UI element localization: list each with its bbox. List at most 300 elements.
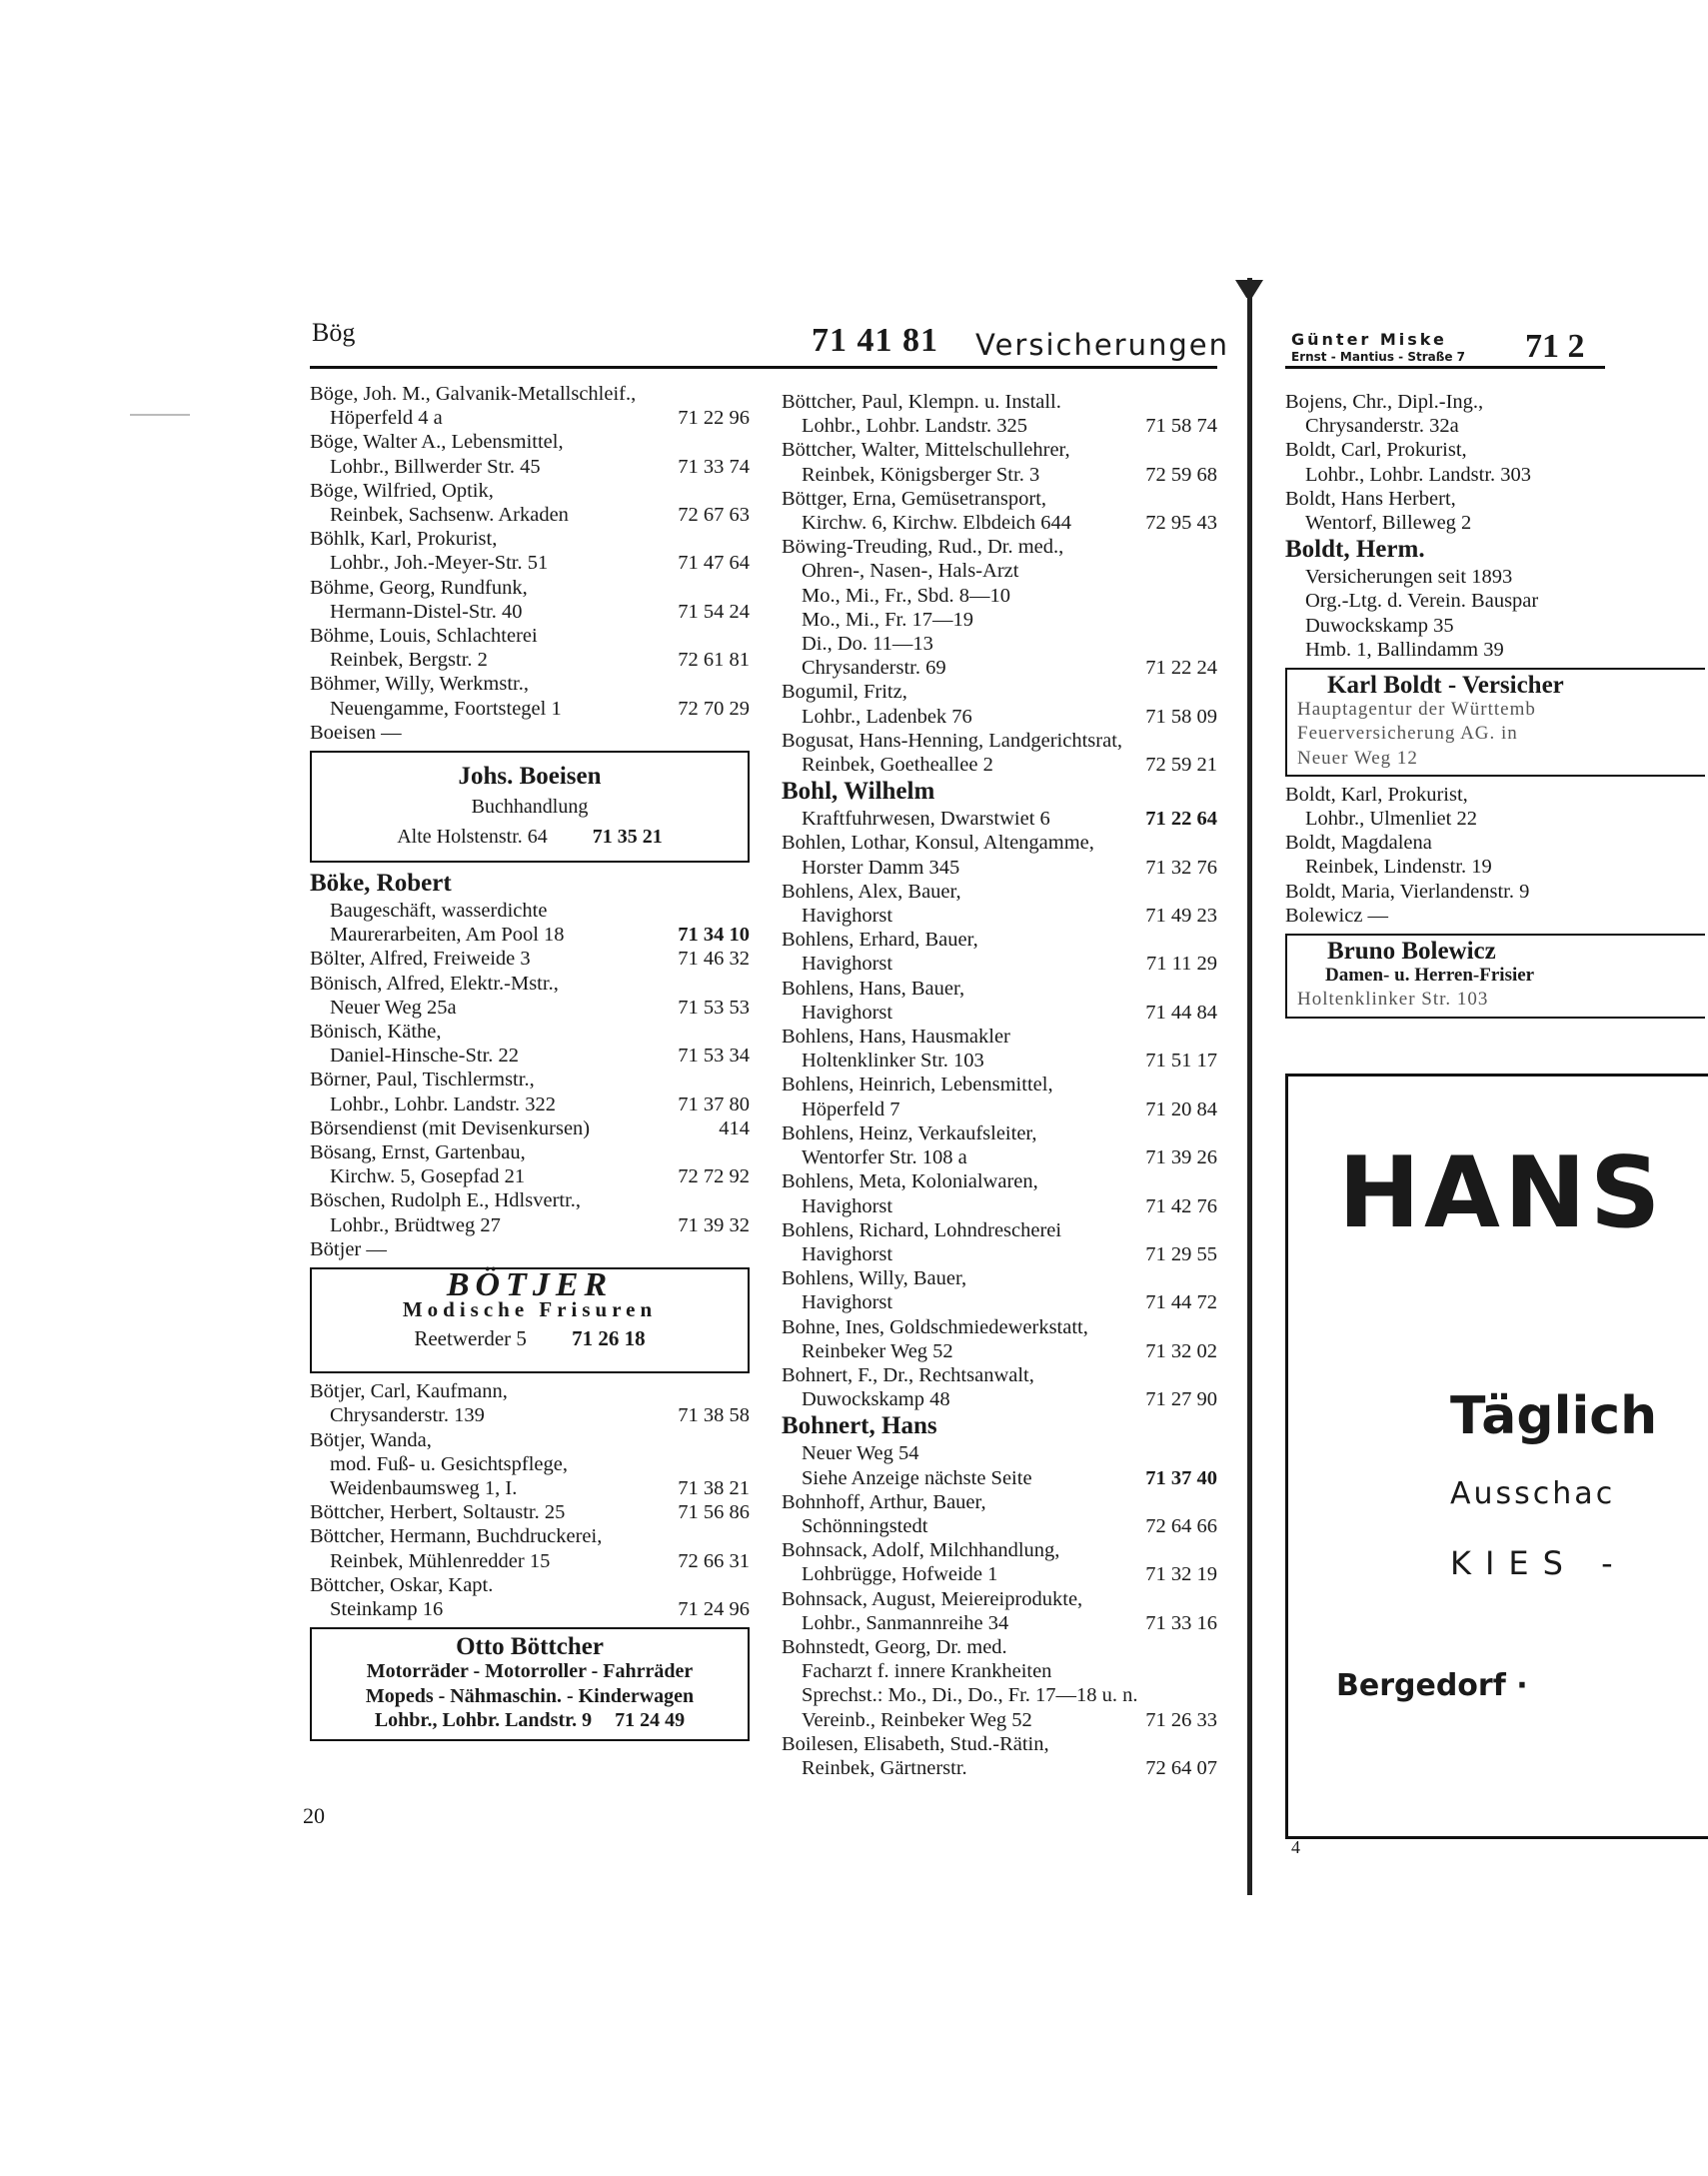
entry-detail [782, 856, 1217, 880]
entry-phone: 71 22 64 [1145, 808, 1217, 831]
entry-text: Weidenbaumsweg 1, I. [330, 1476, 518, 1499]
entries-group-2 [310, 869, 750, 1261]
entry-detail [782, 904, 1217, 928]
directory-entry [310, 1524, 750, 1572]
entry-name: Böge, Walter A., Lebensmittel, [310, 431, 564, 454]
entry-name: Boeisen — [310, 721, 402, 744]
entry-detail [782, 1514, 1217, 1538]
directory-entry [310, 527, 750, 575]
entry-name: Böhme, Louis, Schlachterei [310, 625, 538, 648]
directory-entry [310, 1188, 750, 1236]
entry-text: Reinbek, Mühlenredder 15 [330, 1549, 551, 1572]
entry-name: Böge, Joh. M., Galvanik-Metallschleif., [310, 383, 637, 405]
entry-phone: 72 70 29 [678, 697, 750, 720]
facing-entries-1 [1285, 390, 1705, 662]
facing-header-rule [1285, 366, 1605, 369]
directory-entry [782, 831, 1217, 879]
entry-detail [310, 1092, 750, 1116]
entry-name: Bönisch, Käthe, [310, 1021, 442, 1044]
entry-name: Boldt, Carl, Prokurist, [1285, 439, 1467, 462]
directory-entry [310, 1140, 750, 1188]
entry-name: Bohlens, Heinz, Verkaufsleiter, [782, 1121, 1037, 1144]
ad-hans-line-4: Bergedorf · [1336, 1668, 1528, 1703]
directory-entry [782, 535, 1217, 680]
entry-detail: Wentorf, Billeweg 2 [1305, 512, 1472, 535]
entry-detail [310, 503, 750, 527]
entry-name: Böhmer, Willy, Werkmstr., [310, 673, 529, 696]
directory-entry [310, 1116, 750, 1140]
directory-entry [310, 1020, 750, 1068]
entry-text: Havighorst [802, 905, 893, 928]
entry-phone: 71 56 86 [678, 1501, 750, 1524]
entry-name: Bohnert, Hans [782, 1412, 937, 1440]
entry-text: Börsendienst (mit Devisenkursen) [310, 1116, 591, 1139]
entry-detail [782, 1194, 1217, 1218]
entry-name: Böttcher, Oskar, Kapt. [310, 1573, 494, 1596]
entry-detail [782, 1339, 1217, 1363]
entry-name: Bojens, Chr., Dipl.-Ing., [1285, 391, 1484, 413]
entry-text: Vereinb., Reinbeker Weg 52 [802, 1708, 1032, 1731]
entry-detail [782, 1242, 1217, 1266]
entry-text: Reinbek, Gärtnerstr. [802, 1756, 967, 1779]
entry-detail [310, 1213, 750, 1237]
entries-group-3 [310, 1379, 750, 1621]
entry-name: Bohlens, Willy, Bauer, [782, 1267, 967, 1290]
entry-detail: Chrysanderstr. 32a [1305, 415, 1459, 438]
entry-text: Havighorst [802, 1194, 893, 1217]
middle-column [782, 390, 1217, 1780]
directory-entry [782, 438, 1217, 486]
entry-name: Bötjer — [310, 1237, 387, 1260]
directory-entry [782, 777, 1217, 831]
entry-name: Boldt, Herm. [1285, 536, 1425, 564]
ad-boettcher [310, 1627, 750, 1741]
entry-name: Boilesen, Elisabeth, Stud.-Rätin, [782, 1732, 1049, 1755]
entry-phone: 71 58 74 [1145, 415, 1217, 438]
entry-detail [310, 455, 750, 479]
entry-detail [782, 1562, 1217, 1586]
entry-name: Boldt, Magdalena [1285, 832, 1432, 855]
entry-detail [782, 1466, 1217, 1490]
entry-name: Boldt, Karl, Prokurist, [1285, 783, 1468, 806]
ad-title: Bruno Bolewicz [1327, 938, 1496, 966]
directory-entry [782, 1363, 1217, 1411]
entry-detail: Reinbek, Lindenstr. 19 [1305, 856, 1492, 879]
entry-text: Lohbrügge, Hofweide 1 [802, 1563, 998, 1586]
entry-phone: 71 24 96 [678, 1597, 750, 1620]
entry-name: Böttger, Erna, Gemüsetransport, [782, 487, 1047, 510]
entry-name: Bohlens, Heinrich, Lebensmittel, [782, 1074, 1053, 1096]
entry-phone: 414 [719, 1116, 750, 1139]
entry-phone: 71 34 10 [678, 924, 750, 947]
entry-text: Reinbek, Königsberger Str. 3 [802, 463, 1040, 486]
directory-entry [310, 672, 750, 720]
directory-entry [782, 1121, 1217, 1169]
entry-phone: 72 59 21 [1145, 754, 1217, 777]
entry-detail: Org.-Ltg. d. Verein. Bauspar [1305, 590, 1539, 613]
directory-entry [782, 390, 1217, 438]
entry-detail [782, 1145, 1217, 1169]
directory-entry [310, 382, 750, 430]
ad-address-line [312, 1708, 748, 1732]
entry-detail [310, 1044, 750, 1068]
directory-entry [310, 869, 750, 947]
ad-address: Neuer Weg 12 [1297, 747, 1418, 769]
entry-text: Siehe Anzeige nächste Seite [802, 1466, 1032, 1489]
directory-entry [782, 729, 1217, 777]
directory-entry [310, 1379, 750, 1427]
entry-text: Havighorst [802, 953, 893, 976]
entry-text: Hermann-Distel-Str. 40 [330, 600, 523, 623]
entry-text: Daniel-Hinsche-Str. 22 [330, 1045, 520, 1068]
entry-phone: 71 44 84 [1145, 1001, 1217, 1024]
entry-detail: Lohbr., Lohbr. Landstr. 303 [1305, 463, 1532, 486]
directory-entry [310, 972, 750, 1020]
ad-line-2: Mopeds - Nähmaschin. - Kinderwagen [365, 1684, 695, 1707]
entry-detail: Duwockskamp 35 [1305, 614, 1454, 637]
facing-header-number: 71 2 [1525, 328, 1585, 365]
entry-phone: 71 53 34 [678, 1045, 750, 1068]
entry-phone: 71 32 19 [1145, 1563, 1217, 1586]
entry-detail [782, 807, 1217, 831]
entry-phone: 72 67 63 [678, 504, 750, 527]
facing-page-number: 4 [1291, 1837, 1300, 1857]
entry-detail [310, 1476, 750, 1500]
entry-name: Bohnert, F., Dr., Rechtsanwalt, [782, 1363, 1034, 1386]
entry-text: Böttcher, Herbert, Soltaustr. 25 [310, 1501, 566, 1524]
entry-detail [310, 648, 750, 672]
entry-detail [310, 551, 750, 575]
facing-page [1285, 0, 1665, 2176]
entry-text: Reinbek, Goetheallee 2 [802, 754, 993, 777]
entry-name: Bohl, Wilhelm [782, 778, 935, 806]
directory-entry [782, 1490, 1217, 1538]
entry-detail [782, 463, 1217, 487]
ad-trade: Buchhandlung [471, 796, 589, 819]
ad-hans-line-2: Ausschac [1450, 1476, 1616, 1511]
entry-name: Bösang, Ernst, Gartenbau, [310, 1141, 526, 1164]
entry-name: Böge, Wilfried, Optik, [310, 479, 494, 502]
entry-text: Lohbr., Lohbr. Landstr. 322 [330, 1092, 557, 1115]
entry-name: Bötjer, Wanda, [310, 1428, 432, 1451]
entry-detail: Mo., Mi., Fr., Sbd. 8—10 [802, 584, 1011, 607]
entry-text: Neuer Weg 25a [330, 996, 457, 1019]
ad-hans-title: HANS [1338, 1136, 1665, 1250]
entry-name: Bohlens, Richard, Lohndrescherei [782, 1218, 1062, 1241]
entry-phone: 71 39 32 [678, 1213, 750, 1236]
entry-detail [782, 1001, 1217, 1025]
entry-detail [782, 1387, 1217, 1411]
directory-entry [782, 880, 1217, 928]
entry-detail: mod. Fuß- u. Gesichtspflege, [330, 1452, 568, 1475]
directory-entry [310, 1068, 750, 1115]
header-rule [310, 366, 1217, 369]
entry-detail: Mo., Mi., Fr. 17—19 [802, 608, 973, 631]
entry-phone: 72 64 66 [1145, 1514, 1217, 1537]
entry-name: Böhme, Georg, Rundfunk, [310, 576, 528, 599]
entry-detail [310, 1549, 750, 1573]
directory-entry [782, 1169, 1217, 1217]
entry-detail [782, 952, 1217, 976]
ad-address: Reetwerder 5 [414, 1325, 527, 1350]
ad-hans-line-3: KIES - [1450, 1544, 1627, 1582]
header-category: Versicherungen [975, 328, 1229, 362]
entry-name: Böttcher, Paul, Klempn. u. Install. [782, 391, 1061, 413]
entry-text: Lohbr., Lohbr. Landstr. 325 [802, 415, 1028, 438]
entry-detail [782, 414, 1217, 438]
directory-entry [310, 576, 750, 624]
entry-phone: 71 58 09 [1145, 705, 1217, 728]
entry-text: Duwockskamp 48 [802, 1388, 950, 1411]
directory-entry [310, 430, 750, 478]
entry-name [310, 1500, 750, 1524]
entry-text: Lohbr., Joh.-Meyer-Str. 51 [330, 552, 549, 575]
entry-detail: Neuer Weg 54 [802, 1442, 919, 1465]
entry-name: Böke, Robert [310, 870, 452, 898]
entry-phone: 71 42 76 [1145, 1194, 1217, 1217]
ad-boetjer [310, 1267, 750, 1373]
ad-phone: 71 24 49 [615, 1708, 686, 1731]
entry-detail: Sprechst.: Mo., Di., Do., Fr. 17—18 u. n. [802, 1684, 1138, 1707]
facing-header-address: Ernst - Mantius - Straße 7 [1291, 350, 1466, 364]
directory-entry [310, 1428, 750, 1501]
entry-phone: 71 37 40 [1145, 1466, 1217, 1489]
directory-entry [782, 487, 1217, 535]
entry-phone: 71 53 53 [678, 996, 750, 1019]
entry-detail [310, 996, 750, 1020]
directory-entry [782, 928, 1217, 976]
entry-name: Bohlens, Hans, Hausmakler [782, 1026, 1010, 1049]
entry-text: Schönningstedt [802, 1514, 928, 1537]
directory-entry [310, 1573, 750, 1621]
header-phone-number: 71 41 81 [812, 322, 938, 359]
page-number: 20 [303, 1803, 325, 1828]
entry-text: Lohbr., Billwerder Str. 45 [330, 455, 541, 478]
entry-detail: Baugeschäft, wasserdichte [330, 900, 548, 923]
ad-title: BÖTJER [446, 1266, 614, 1304]
entry-detail [310, 406, 750, 430]
entry-name: Bohlens, Meta, Kolonialwaren, [782, 1170, 1038, 1193]
directory-entry [782, 1266, 1217, 1314]
ad-address: Holtenklinker Str. 103 [1297, 989, 1489, 1011]
entry-text: Chrysanderstr. 139 [330, 1404, 485, 1427]
directory-entry [782, 1025, 1217, 1073]
entry-text: Havighorst [802, 1001, 893, 1024]
entry-name: Bohnsack, August, Meiereiprodukte, [782, 1587, 1083, 1610]
entry-text: Kirchw. 6, Kirchw. Elbdeich 644 [802, 512, 1072, 535]
entry-detail [782, 753, 1217, 777]
entry-detail [782, 511, 1217, 535]
entry-phone: 71 22 96 [678, 407, 750, 430]
ad-phone: 71 26 18 [572, 1325, 646, 1350]
entry-detail [782, 1708, 1217, 1732]
entry-phone: 72 66 31 [678, 1549, 750, 1572]
entry-phone: 71 44 72 [1145, 1291, 1217, 1314]
ad-bruno-bolewicz [1285, 934, 1705, 1019]
entry-text: Höperfeld 7 [802, 1097, 900, 1120]
entry-phone: 71 38 21 [678, 1476, 750, 1499]
entry-name: Bohlen, Lothar, Konsul, Altengamme, [782, 832, 1094, 855]
ad-phone: 71 35 21 [592, 826, 663, 849]
entry-phone: 71 46 32 [678, 948, 750, 971]
scan-mark [130, 414, 190, 416]
ad-line-2: Feuerversicherung AG. in [1297, 723, 1518, 745]
entry-name: Bohlens, Erhard, Bauer, [782, 929, 978, 952]
entry-detail: Lohbr., Ulmenliet 22 [1305, 808, 1477, 831]
ad-address-line [312, 1326, 748, 1350]
entry-name: Böwing-Treuding, Rud., Dr. med., [782, 536, 1064, 559]
ad-title: Otto Böttcher [456, 1633, 604, 1661]
entry-detail [782, 1290, 1217, 1314]
entry-name: Böhlk, Karl, Prokurist, [310, 528, 498, 551]
entry-phone: 71 54 24 [678, 600, 750, 623]
ad-hans [1285, 1074, 1708, 1839]
entry-detail [782, 1097, 1217, 1121]
entry-detail [782, 1049, 1217, 1073]
entry-phone: 72 72 92 [678, 1165, 750, 1188]
entry-name: Böttcher, Walter, Mittelschullehrer, [782, 439, 1070, 462]
directory-entry [782, 680, 1217, 728]
entry-phone: 72 95 43 [1145, 512, 1217, 535]
ad-hans-line-1: Täglich [1450, 1386, 1658, 1446]
entry-phone: 71 11 29 [1146, 953, 1217, 976]
entry-phone: 71 49 23 [1145, 905, 1217, 928]
ad-title: Karl Boldt - Versicher [1327, 672, 1564, 700]
entry-text: Bölter, Alfred, Freiweide 3 [310, 948, 531, 971]
entry-name: Boldt, Maria, Vierlandenstr. 9 [1285, 880, 1530, 903]
entry-detail [310, 1164, 750, 1188]
entry-detail [782, 1611, 1217, 1635]
facing-header-name: Günter Miske [1291, 330, 1447, 349]
entries-group-4 [782, 390, 1217, 1780]
entry-text: Kirchw. 5, Gosepfad 21 [330, 1165, 526, 1188]
entry-text: Steinkamp 16 [330, 1597, 444, 1620]
entry-name: Bönisch, Alfred, Elektr.-Mstr., [310, 972, 559, 995]
entry-text: Wentorfer Str. 108 a [802, 1146, 967, 1169]
ad-address-line [312, 825, 748, 849]
left-column [310, 382, 750, 1747]
ad-address: Alte Holstenstr. 64 [397, 826, 548, 849]
directory-entry [310, 624, 750, 672]
entry-detail [782, 656, 1217, 680]
entry-name [310, 947, 750, 971]
entry-detail [310, 1597, 750, 1621]
ad-trade: Modische Frisuren [402, 1297, 658, 1322]
entry-text: Reinbeker Weg 52 [802, 1339, 953, 1362]
ad-boeisen [310, 751, 750, 863]
entry-phone: 71 37 80 [678, 1092, 750, 1115]
directory-entry [782, 1587, 1217, 1635]
directory-entry [310, 947, 750, 971]
directory-entry [782, 1073, 1217, 1120]
entry-phone: 71 39 26 [1145, 1146, 1217, 1169]
ad-line-1: Motorräder - Motorroller - Fahrräder [366, 1660, 694, 1683]
entry-name: Bogusat, Hans-Henning, Landgerichtsrat, [782, 729, 1123, 752]
entry-name [310, 1116, 750, 1140]
entry-detail [782, 705, 1217, 729]
entry-name: Börner, Paul, Tischlermstr., [310, 1069, 535, 1091]
entry-name: Bohne, Ines, Goldschmiedewerkstatt, [782, 1315, 1088, 1338]
entry-detail: Versicherungen seit 1893 [1305, 566, 1513, 589]
entry-name: Bolewicz — [1285, 904, 1389, 927]
entry-detail: Ohren-, Nasen-, Hals-Arzt [802, 560, 1019, 583]
entry-detail: Di., Do. 11—13 [802, 633, 933, 656]
entry-name: Bohlens, Hans, Bauer, [782, 977, 965, 1000]
entry-detail: Facharzt f. innere Krankheiten [802, 1660, 1052, 1683]
entry-text: Chrysanderstr. 69 [802, 657, 946, 680]
page-gutter [1247, 278, 1252, 1895]
entry-name: Böttcher, Hermann, Buchdruckerei, [310, 1525, 603, 1548]
directory-entry [310, 479, 750, 527]
directory-entry [782, 1411, 1217, 1489]
entry-phone: 71 32 76 [1145, 856, 1217, 879]
entry-detail [310, 923, 750, 947]
directory-entry [782, 977, 1217, 1025]
directory-entry [782, 1732, 1217, 1780]
entries-group-1 [310, 382, 750, 745]
entry-name: Bogumil, Fritz, [782, 681, 907, 704]
ad-karl-boldt [1285, 668, 1705, 777]
entry-name: Bohnsack, Adolf, Milchhandlung, [782, 1539, 1060, 1562]
entry-text: Maurerarbeiten, Am Pool 18 [330, 924, 565, 947]
entry-phone: 71 38 58 [678, 1404, 750, 1427]
entry-name: Bohnstedt, Georg, Dr. med. [782, 1635, 1007, 1658]
ad-line-1: Damen- u. Herren-Frisier [1325, 965, 1535, 987]
entry-text: Neuengamme, Foortstegel 1 [330, 697, 562, 720]
entry-detail [310, 600, 750, 624]
ad-title: Johs. Boeisen [458, 763, 602, 791]
entry-detail: Hmb. 1, Ballindamm 39 [1305, 638, 1504, 661]
entry-name: Boldt, Hans Herbert, [1285, 487, 1456, 510]
page-index-label: Bög [312, 318, 356, 347]
entry-text: Reinbek, Sachsenw. Arkaden [330, 504, 569, 527]
entry-phone: 71 51 17 [1145, 1050, 1217, 1073]
directory-entry [782, 1218, 1217, 1266]
entry-name: Bötjer, Carl, Kaufmann, [310, 1380, 508, 1403]
entry-name: Böschen, Rudolph E., Hdlsvertr., [310, 1189, 582, 1212]
entry-phone: 72 59 68 [1145, 463, 1217, 486]
ad-address: Lohbr., Lohbr. Landstr. 9 [374, 1708, 593, 1731]
entry-phone: 72 64 07 [1145, 1756, 1217, 1779]
entry-phone: 71 32 02 [1145, 1339, 1217, 1362]
entry-phone: 71 33 16 [1145, 1611, 1217, 1634]
entry-phone: 71 27 90 [1145, 1388, 1217, 1411]
facing-column [1285, 390, 1705, 1025]
directory-entry [782, 1538, 1217, 1586]
ad-line-1: Hauptagentur der Württemb [1297, 699, 1536, 721]
facing-entries-2 [1285, 783, 1705, 928]
page-gutter-cap [1235, 280, 1263, 298]
entry-detail [310, 1403, 750, 1427]
directory-entry [310, 1237, 750, 1261]
entry-phone: 71 33 74 [678, 455, 750, 478]
directory-entry [310, 1500, 750, 1524]
entry-text: Kraftfuhrwesen, Dwarstwiet 6 [802, 808, 1050, 831]
directory-entry [782, 1635, 1217, 1732]
entry-detail [310, 697, 750, 721]
entry-phone: 71 29 55 [1145, 1242, 1217, 1265]
entry-text: Lohbr., Ladenbek 76 [802, 705, 972, 728]
entry-text: Havighorst [802, 1291, 893, 1314]
entry-text: Lohbr., Sanmannreihe 34 [802, 1611, 1009, 1634]
entry-phone: 71 22 24 [1145, 657, 1217, 680]
entry-phone: 71 26 33 [1145, 1708, 1217, 1731]
entry-text: Lohbr., Brüdtweg 27 [330, 1213, 501, 1236]
entry-text: Havighorst [802, 1242, 893, 1265]
directory-entry [310, 721, 750, 745]
directory-entry [782, 1315, 1217, 1363]
entry-name: Bohlens, Alex, Bauer, [782, 880, 961, 903]
